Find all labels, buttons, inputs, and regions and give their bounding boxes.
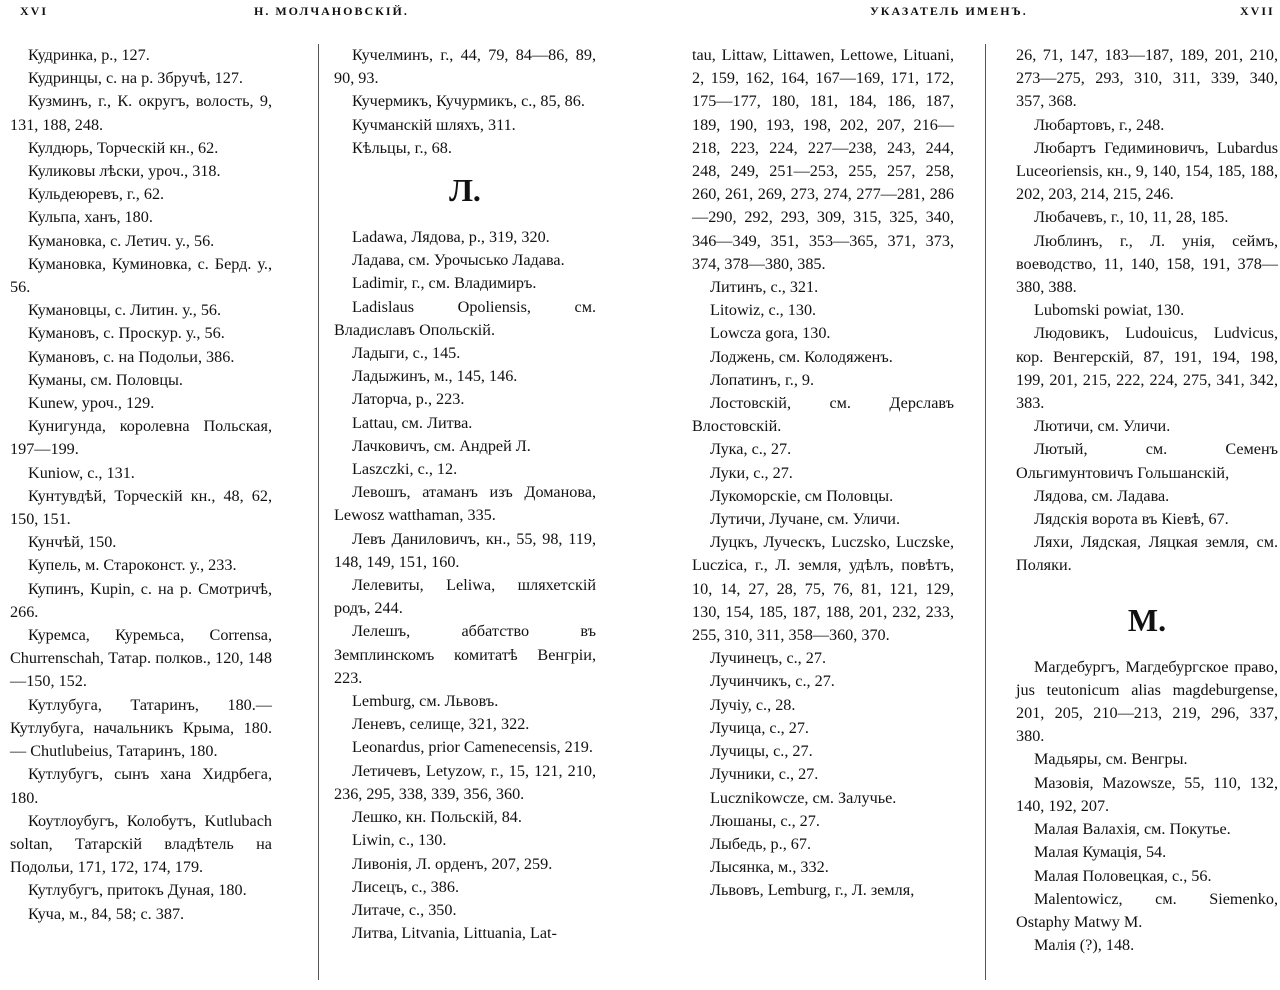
index-entry: Ladislaus Opoliensis, см. Владиславъ Опольскій. (334, 297, 596, 339)
index-entry: Люблинъ, г., Л. унія, сеймъ, воеводство, 11, 140, 158, 191, 378—380, 388. (1016, 231, 1278, 297)
index-entry: Лутичи, Лучане, см. Уличи. (710, 510, 900, 529)
index-entry: Лучицы, с., 27. (710, 742, 813, 761)
index-entry: Кучманскій шляхъ, 311. (352, 115, 516, 134)
index-entry: Кумановъ, с. Проскур. у., 56. (28, 324, 225, 343)
index-entry: 26, 71, 147, 183—187, 189, 201, 210, 273—275, 293, 310, 311, 339, 340, 357, 368. (1016, 46, 1278, 111)
index-entry: Kunew, уроч., 129. (28, 394, 155, 413)
index-entry: Кульпа, ханъ, 180. (28, 208, 153, 227)
index-entry: Лисецъ, с., 386. (352, 877, 459, 896)
index-entry: Мадьяры, см. Венгры. (1034, 750, 1188, 769)
index-entry: Лучинчикъ, с., 27. (710, 672, 835, 691)
index-entry: Лучица, с., 27. (710, 718, 809, 737)
index-entry: Кузминъ, г., К. округъ, волость, 9, 131, 188, 248. (10, 92, 272, 134)
index-entry: Лыбедь, р., 67. (710, 834, 812, 853)
index-entry: Malentowicz, см. Siemenko, Ostaphy Matwy M. (1016, 889, 1278, 931)
index-entry: Кумановцы, с. Литин. у., 56. (28, 301, 222, 320)
index-entry: Лостовскій, см. Дерславъ Влостовскій. (692, 394, 954, 436)
index-entry: Кудринка, р., 127. (28, 46, 150, 64)
index-entry: Ладава, см. Урочысько Ладава. (352, 251, 565, 270)
index-column-3 (692, 44, 954, 903)
index-entry: Кутлубуга, Татаринъ, 180.— Кутлубуга, начальникъ Крыма, 180. — Chutlubeius, Татаринъ, 180. (10, 695, 272, 761)
index-entry: Litowiz, с., 130. (710, 301, 817, 320)
index-entry: Laszczki, с., 12. (352, 460, 458, 479)
index-entry: Kuniow, с., 131. (28, 463, 135, 482)
index-entry: Малая Кумація, 54. (1034, 843, 1167, 862)
column-rule-right (985, 44, 986, 980)
index-entry: Leonardus, prior Camenecensis, 219. (352, 738, 593, 757)
index-entry: Лукоморскіе, см Половцы. (710, 486, 894, 505)
index-entry: Латорча, р., 223. (352, 390, 465, 409)
index-entry: Lubomski powiat, 130. (1034, 301, 1185, 320)
index-column-1 (10, 44, 272, 926)
index-entry: Lucznikowcze, см. Залучье. (710, 788, 897, 807)
page-number-left: XVI (20, 4, 49, 18)
index-entry: Мазовія, Mazowsze, 55, 110, 132, 140, 192, 207. (1016, 773, 1278, 815)
index-entry: Купинъ, Kupin, с. на р. Смотричѣ, 266. (10, 579, 272, 621)
index-entry: Лелевиты, Leliwa, шляхетскій родъ, 244. (334, 576, 596, 618)
index-entry: Кучермикъ, Кучурмикъ, с., 85, 86. (352, 92, 585, 111)
index-entry: Кумановка, с. Летич. у., 56. (28, 231, 215, 250)
index-entry: Ладыги, с., 145. (352, 344, 461, 363)
index-entry: Лачковичъ, см. Андрей Л. (352, 436, 531, 455)
index-entry: Луцкъ, Луческъ, Luczsko, Luczske, Luczica, г., Л. земля, удѣлъ, повѣтъ, 10, 14, 27, 28, 75, 76, 81, 121, 129, 130, 154, 185, 187, 188, 201, 232, 233, 255, 310, 311, 358—360, 370. (692, 533, 954, 645)
index-entry: Лучiу, с., 28. (710, 695, 796, 714)
index-entry: Литаче, с., 350. (352, 900, 457, 919)
running-header-left: Н. МОЛЧАНОВСКІЙ. (254, 4, 409, 18)
index-entry: Луки, с., 27. (710, 463, 793, 482)
index-entry: Lattau, см. Литва. (352, 413, 473, 432)
index-entry: Лелешъ, аббатство въ Земплинскомъ комитатѣ Венгріи, 223. (334, 622, 596, 687)
index-entry: Кунтувдѣй, Торческій кн., 48, 62, 150, 151. (10, 486, 272, 529)
index-entry: Люшаны, с., 27. (710, 811, 820, 830)
index-entry: Львовъ, Lemburg, г., Л. земля, (710, 881, 915, 900)
index-entry: tau, Littaw, Littawen, Lettowe, Lituani, 2, 159, 162, 164, 167—169, 171, 172, 175—177, 180, 181, 184, 186, 187, 189, 190, 193, 198, 202, 207, 216—218, 223, 224, 227—238, 243, 244, 248, 249, 251—253, 255, 257, 258, 260, 261, 269, 273, 274, 277—281, 286—290, 292, 293, 309, 315, 325, 340, 346—349, 351, 353—365, 371, 373, 374, 378—380, 385. (692, 46, 954, 273)
index-entry: Малая Валахія, см. Покутье. (1034, 820, 1231, 839)
index-entry: Левошъ, атаманъ изъ Доманова, Lewosz watthaman, 335. (334, 483, 596, 525)
index-entry: Ладыжинъ, м., 145, 146. (352, 367, 518, 386)
index-entry: Lowcza gora, 130. (710, 324, 831, 343)
index-entry: Магдебургъ, Магдебургское право, jus teutonicum alias magdeburgense, 201, 205, 210—213, 219, 296, 337, 380. (1016, 657, 1278, 746)
index-entry: Лопатинъ, г., 9. (710, 370, 815, 389)
index-entry: Коутлоубугъ, Колобутъ, Kutlubach soltan, Татарскій владѣтель на Подольи, 171, 172, 174, 179. (10, 811, 272, 877)
index-entry: Любартъ Гедиминовичъ, Lubardus Luceoriensis, кн., 9, 140, 154, 185, 188, 202, 203, 214, 215, 246. (1016, 138, 1278, 204)
index-entry: Леневъ, селище, 321, 322. (352, 715, 530, 734)
index-entry: Кѣльцы, г., 68. (352, 138, 452, 157)
index-entry: Liwin, с., 130. (352, 831, 447, 850)
index-entry: Кунчѣй, 150. (28, 533, 117, 552)
index-entry: Лядскія ворота въ Кіевѣ, 67. (1034, 510, 1229, 529)
index-entry: Кутлубугъ, сынъ хана Хидрбега, 180. (10, 765, 272, 807)
index-entry: Ляхи, Лядская, Ляцкая земля, см. Поляки. (1016, 533, 1278, 575)
index-entry: Лысянка, м., 332. (710, 858, 829, 877)
index-entry: Ливонія, Л. орденъ, 207, 259. (352, 854, 553, 873)
index-entry: Лютый, см. Семенъ Ольгимунтовичъ Гольшанскій, (1016, 440, 1278, 482)
index-entry: Куремса, Куремьса, Corrensa, Churrenschah, Татар. полков., 120, 148—150, 152. (10, 626, 272, 691)
index-entry: Кулдюрь, Торческій кн., 62. (28, 138, 219, 157)
index-entry: Кудринцы, с. на р. Збручѣ, 127. (28, 69, 243, 88)
index-entry: Ladawa, Лядова, р., 319, 320. (352, 228, 550, 247)
index-entry: Лучники, с., 27. (710, 765, 819, 784)
index-entry: Lemburg, см. Львовъ. (352, 692, 499, 711)
index-entry: Лоджень, см. Колодяженъ. (710, 347, 893, 366)
index-entry: Людовикъ, Ludouicus, Ludvicus, кор. Венгерскій, 87, 191, 194, 198, 199, 201, 215, 222, 224, 275, 341, 342, 383. (1016, 324, 1278, 413)
index-entry: Кумановка, Куминовка, с. Берд. у., 56. (10, 254, 272, 297)
index-entry: Лютичи, см. Уличи. (1034, 417, 1171, 436)
index-entry: Кумановъ, с. на Подольи, 386. (28, 347, 235, 366)
index-entry: Кутлубугъ, притокъ Дуная, 180. (28, 881, 247, 900)
index-entry: Лешко, кн. Польскій, 84. (352, 808, 522, 827)
index-entry: Литва, Litvania, Littuania, Lat- (352, 924, 557, 943)
index-entry: Любачевъ, г., 10, 11, 28, 185. (1034, 208, 1229, 227)
index-entry: Ladimir, г., см. Владимиръ. (352, 274, 537, 293)
index-entry: Лядова, см. Ладава. (1034, 486, 1170, 505)
index-entry: Малая Половецкая, с., 56. (1034, 866, 1212, 885)
index-entry: Малія (?), 148. (1034, 936, 1135, 955)
index-entry: Кульдеюревъ, г., 62. (28, 185, 165, 204)
index-entry: Куманы, см. Половцы. (28, 370, 183, 389)
index-column-4 (1016, 44, 1278, 957)
index-entry: Любартовъ, г., 248. (1034, 115, 1165, 134)
index-entry: Левъ Даниловичъ, кн., 55, 98, 119, 148, 149, 151, 160. (334, 529, 596, 571)
index-entry: Кучелминъ, г., 44, 79, 84—86, 89, 90, 93. (334, 46, 596, 88)
section-letter-m: М. (1127, 601, 1167, 638)
index-entry: Летичевъ, Letyzow, г., 15, 121, 210, 236, 295, 338, 339, 356, 360. (334, 761, 596, 803)
index-entry: Лучинецъ, с., 27. (710, 649, 827, 668)
column-rule-left (318, 44, 319, 980)
index-entry: Литинъ, с., 321. (710, 278, 819, 297)
index-entry: Куликовы лѣски, уроч., 318. (28, 162, 221, 181)
running-header-right: УКАЗАТЕЛЬ ИМЕНЪ. (870, 4, 1028, 18)
page-number-right: XVII (1240, 4, 1275, 18)
index-entry: Куча, м., 84, 58; с. 387. (28, 904, 185, 923)
index-column-2 (334, 44, 596, 945)
index-entry: Купель, м. Староконст. у., 233. (28, 556, 237, 575)
index-entry: Кунигунда, королевна Польская, 197—199. (10, 417, 272, 459)
index-entry: Лука, с., 27. (710, 440, 792, 459)
section-letter-l: Л. (449, 172, 481, 209)
